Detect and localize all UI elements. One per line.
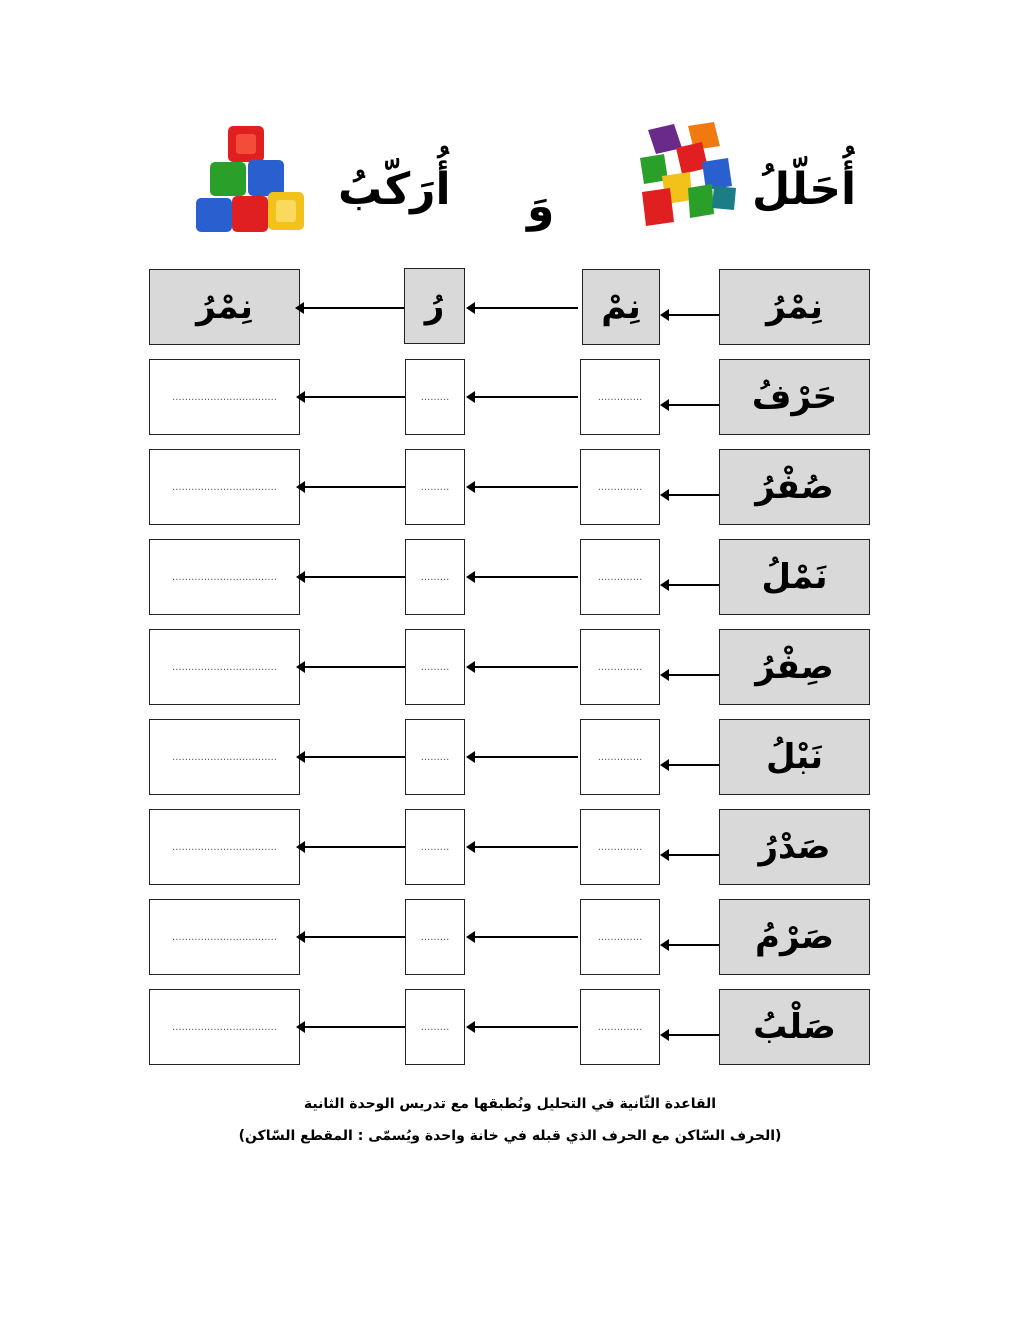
stacked-blocks-icon (190, 122, 308, 240)
exercise-word-box (719, 899, 870, 975)
syllable-answer-box[interactable] (580, 629, 660, 705)
example-syllable: نِمْ (601, 287, 641, 327)
result-answer-box[interactable] (149, 899, 300, 975)
result-blank: ................................. (172, 571, 277, 583)
arrow-icon (474, 307, 578, 309)
exercise-word-box (719, 359, 870, 435)
syllable-answer-box[interactable] (580, 899, 660, 975)
exercise-word: صَلْبُ (753, 1007, 836, 1047)
arrow-icon (304, 846, 405, 848)
arrow-icon (474, 1026, 578, 1028)
arrow-icon (304, 486, 405, 488)
exercise-word: حَرْفُ (751, 377, 838, 417)
example-word-box (719, 269, 870, 345)
result-blank: ................................. (172, 1021, 277, 1033)
result-answer-box[interactable] (149, 539, 300, 615)
letter-answer-box[interactable] (405, 809, 465, 885)
result-answer-box[interactable] (149, 809, 300, 885)
arrow-icon (668, 854, 719, 856)
result-blank: ................................. (172, 391, 277, 403)
result-blank: ................................. (172, 931, 277, 943)
letter-blank: ......... (420, 1021, 450, 1033)
letter-answer-box[interactable] (405, 629, 465, 705)
letter-blank: ......... (420, 841, 450, 853)
arrow-icon (474, 936, 578, 938)
arrow-icon (304, 576, 405, 578)
exercise-word: صَدْرُ (758, 827, 831, 867)
arrow-icon (668, 1034, 719, 1036)
letter-answer-box[interactable] (405, 359, 465, 435)
result-answer-box[interactable] (149, 449, 300, 525)
result-blank: ................................. (172, 841, 277, 853)
arrow-icon (474, 666, 578, 668)
letter-answer-box[interactable] (405, 989, 465, 1065)
exercise-word: صِفْرُ (755, 647, 834, 687)
arrow-icon (474, 756, 578, 758)
letter-blank: ......... (420, 661, 450, 673)
arrow-icon (668, 674, 719, 676)
arrow-icon (668, 944, 719, 946)
syllable-answer-box[interactable] (580, 719, 660, 795)
syllable-blank: .............. (597, 751, 643, 763)
example-letter: رُ (424, 286, 445, 326)
syllable-blank: .............. (597, 931, 643, 943)
exercise-word-box (719, 449, 870, 525)
arrow-icon (668, 764, 719, 766)
syllable-answer-box[interactable] (580, 989, 660, 1065)
letter-blank: ......... (420, 751, 450, 763)
letter-blank: ......... (420, 571, 450, 583)
exercise-word: نَمْلُ (761, 557, 828, 597)
example-word: نِمْرُ (766, 287, 823, 327)
exercise-word-box (719, 719, 870, 795)
example-result: نِمْرُ (196, 287, 253, 327)
scattered-cubes-icon (636, 118, 740, 228)
letter-blank: ......... (420, 481, 450, 493)
result-answer-box[interactable] (149, 989, 300, 1065)
arrow-icon (304, 756, 405, 758)
syllable-answer-box[interactable] (580, 809, 660, 885)
syllable-blank: .............. (597, 481, 643, 493)
result-answer-box[interactable] (149, 359, 300, 435)
title-analyze: أُحَلّلُ (752, 164, 857, 215)
letter-answer-box[interactable] (405, 899, 465, 975)
result-blank: ................................. (172, 661, 277, 673)
result-answer-box[interactable] (149, 719, 300, 795)
exercise-word: صُفْرُ (755, 467, 834, 507)
arrow-icon (304, 396, 405, 398)
arrow-icon (668, 584, 719, 586)
arrow-icon (668, 494, 719, 496)
rule-note-line1: القاعدة الثّانية في التحليل ونُطبقها مع تدريس الوحدة الثانية (303, 1096, 717, 1112)
syllable-answer-box[interactable] (580, 539, 660, 615)
title-compose: أُرَكّبُ (338, 164, 451, 215)
exercise-word-box (719, 539, 870, 615)
arrow-icon (474, 576, 578, 578)
exercise-word-box (719, 809, 870, 885)
letter-blank: ......... (420, 931, 450, 943)
syllable-answer-box[interactable] (580, 359, 660, 435)
result-blank: ................................. (172, 481, 277, 493)
arrow-icon (304, 936, 405, 938)
letter-answer-box[interactable] (405, 539, 465, 615)
exercise-word-box (719, 629, 870, 705)
title-and: وَ (527, 181, 555, 232)
exercise-word-box (719, 989, 870, 1065)
example-result-box (149, 269, 300, 345)
letter-answer-box[interactable] (405, 449, 465, 525)
arrow-icon (304, 1026, 405, 1028)
example-syllable-box (582, 269, 660, 345)
result-blank: ................................. (172, 751, 277, 763)
syllable-answer-box[interactable] (580, 449, 660, 525)
arrow-icon (474, 846, 578, 848)
example-letter-box (404, 268, 465, 344)
letter-blank: ......... (420, 391, 450, 403)
result-answer-box[interactable] (149, 629, 300, 705)
syllable-blank: .............. (597, 1021, 643, 1033)
rule-note-line2: (الحرف السّاكن مع الحرف الذي قبله في خانة واحدة ويُسمّى : المقطع السّاكن) (238, 1128, 782, 1144)
syllable-blank: .............. (597, 661, 643, 673)
arrow-icon (304, 666, 405, 668)
arrow-icon (668, 404, 719, 406)
arrow-icon (474, 396, 578, 398)
syllable-blank: .............. (597, 841, 643, 853)
syllable-blank: .............. (597, 571, 643, 583)
letter-answer-box[interactable] (405, 719, 465, 795)
syllable-blank: .............. (597, 391, 643, 403)
exercise-word: نَبْلُ (766, 737, 823, 777)
arrow-icon (474, 486, 578, 488)
arrow-icon (668, 314, 719, 316)
arrow-icon (303, 307, 404, 309)
exercise-word: صَرْمُ (755, 917, 834, 957)
